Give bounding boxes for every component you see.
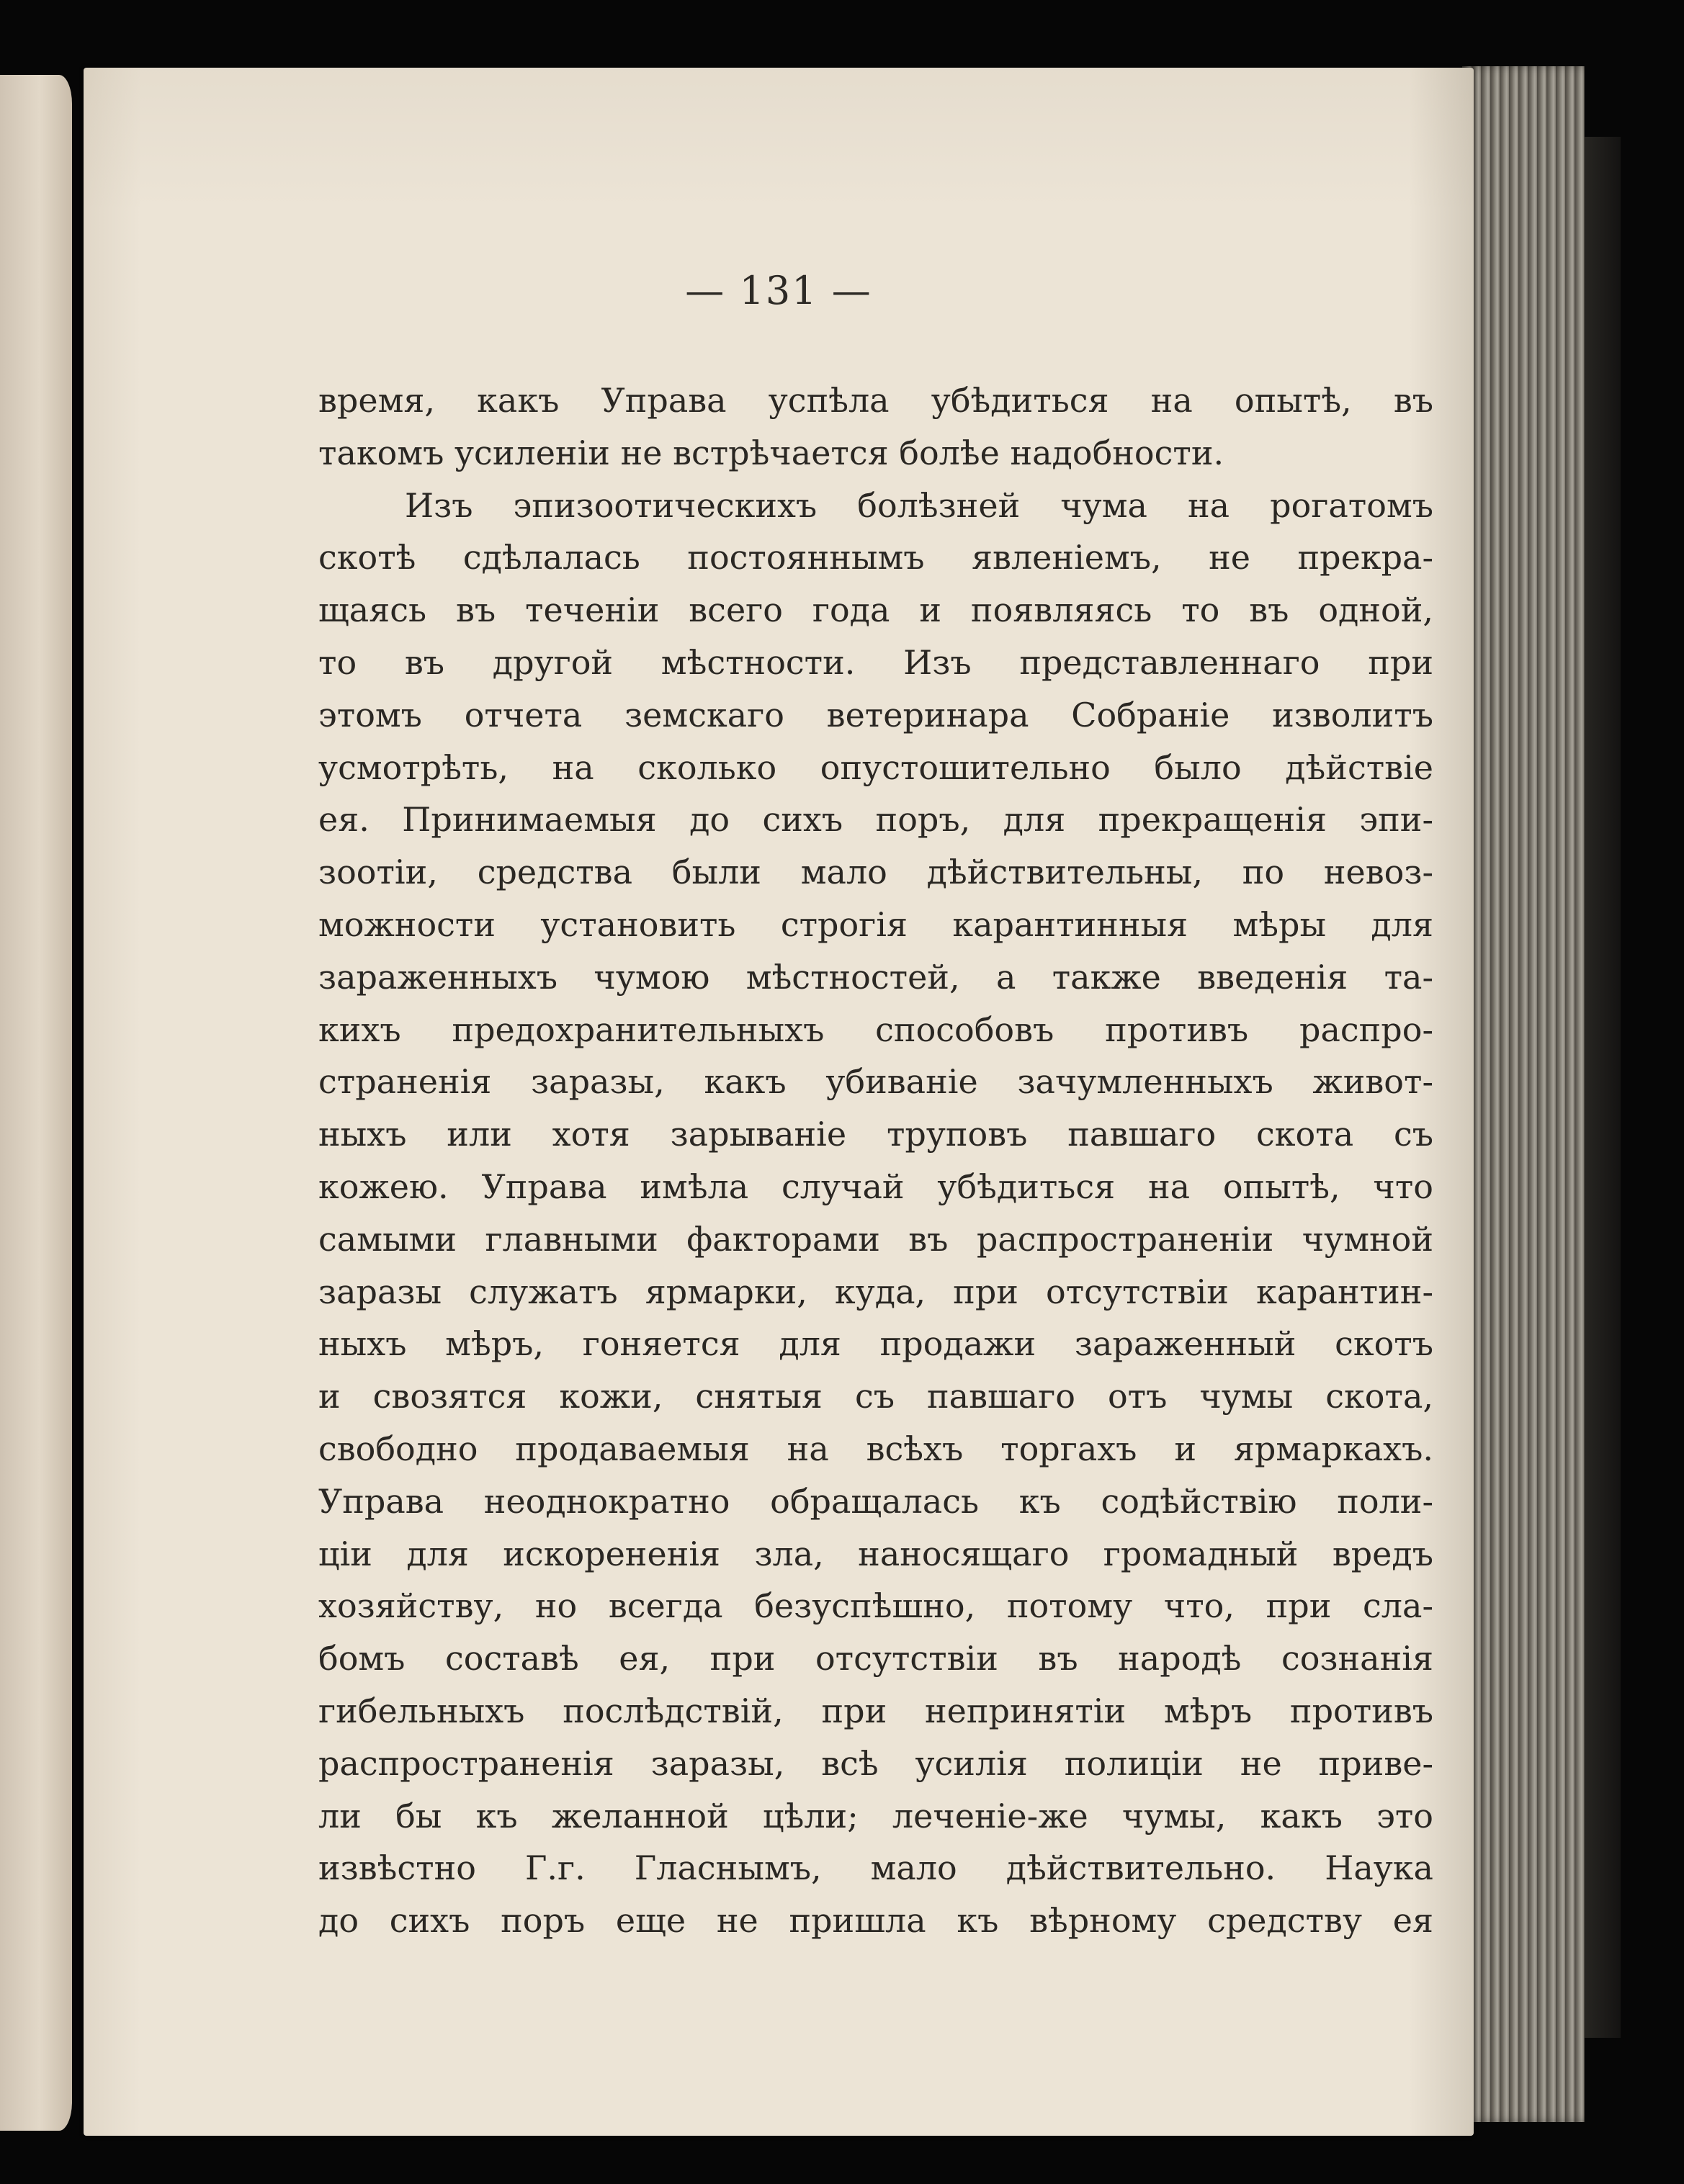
text-line: и свозятся кожи, снятыя съ павшаго отъ чумы скота, — [318, 1377, 1433, 1416]
text-line: Управа неоднократно обращалась къ содѣйствію поли- — [318, 1481, 1433, 1521]
text-line: такомъ усиленіи не встрѣчается болѣе надобности. — [318, 433, 1224, 472]
text-line: этомъ отчета земскаго ветеринара Собраніе изволитъ — [318, 695, 1433, 734]
text-line: ли бы къ желанной цѣли; леченіе-же чумы, какъ это — [318, 1796, 1433, 1835]
page-stack-edges — [1462, 66, 1585, 2122]
text-line: Изъ эпизоотическихъ болѣзней чума на рогатомъ — [405, 485, 1433, 525]
text-line: до сихъ поръ еще не пришла къ вѣрному средству ея — [318, 1901, 1433, 1941]
text-line: гибельныхъ послѣдствій, при непринятіи мѣръ противъ — [318, 1691, 1433, 1730]
text-line: усмотрѣть, на сколько опустошительно было дѣйствіе — [318, 747, 1433, 787]
text-line: скотѣ сдѣлалась постояннымъ явленіемъ, не прекра- — [318, 538, 1433, 578]
text-line: ея. Принимаемыя до сихъ поръ, для прекращенія эпи- — [318, 800, 1433, 840]
text-line: ціи для искорененія зла, наносящаго громадный вредъ — [318, 1534, 1433, 1573]
text-line: самыми главными факторами въ распространеніи чумной — [318, 1219, 1433, 1259]
book-page — [84, 68, 1474, 2136]
left-page-edge — [0, 75, 72, 2131]
text-line: кожею. Управа имѣла случай убѣдиться на опытѣ, что — [318, 1167, 1433, 1206]
text-line: ныхъ мѣръ, гоняется для продажи зараженный скотъ — [318, 1324, 1433, 1364]
text-line: страненія заразы, какъ убиваніе зачумленныхъ живот- — [318, 1062, 1433, 1102]
text-line: кихъ предохранительныхъ способовъ противъ распро- — [318, 1010, 1433, 1049]
text-line: время, какъ Управа успѣла убѣдиться на опытѣ, въ — [318, 381, 1433, 420]
text-line: извѣстно Г.г. Гласнымъ, мало дѣйствительно. Наука — [318, 1848, 1433, 1888]
text-line: хозяйству, но всегда безуспѣшно, потому что, при сла- — [318, 1586, 1433, 1626]
text-line: можности установить строгія карантинныя мѣры для — [318, 904, 1433, 944]
text-line: щаясь въ теченіи всего года и появляясь то въ одной, — [318, 590, 1433, 630]
text-line: бомъ составѣ ея, при отсутствіи въ народѣ сознанія — [318, 1639, 1433, 1679]
page-body-text — [318, 374, 1433, 1947]
text-line: то въ другой мѣстности. Изъ представленнаго при — [318, 642, 1433, 682]
text-line: свободно продаваемыя на всѣхъ торгахъ и ярмаркахъ. — [318, 1429, 1433, 1468]
text-line: ныхъ или хотя зарываніе труповъ павшаго скота съ — [318, 1115, 1433, 1154]
text-line: зараженныхъ чумою мѣстностей, а также введенія та- — [318, 957, 1433, 997]
page-number: — 131 — — [685, 268, 872, 313]
text-line: распространенія заразы, всѣ усилія полиціи не приве- — [318, 1743, 1433, 1783]
text-line: зоотіи, средства были мало дѣйствительны, по невоз- — [318, 853, 1433, 892]
text-line: заразы служатъ ярмарки, куда, при отсутствіи карантин- — [318, 1272, 1433, 1311]
